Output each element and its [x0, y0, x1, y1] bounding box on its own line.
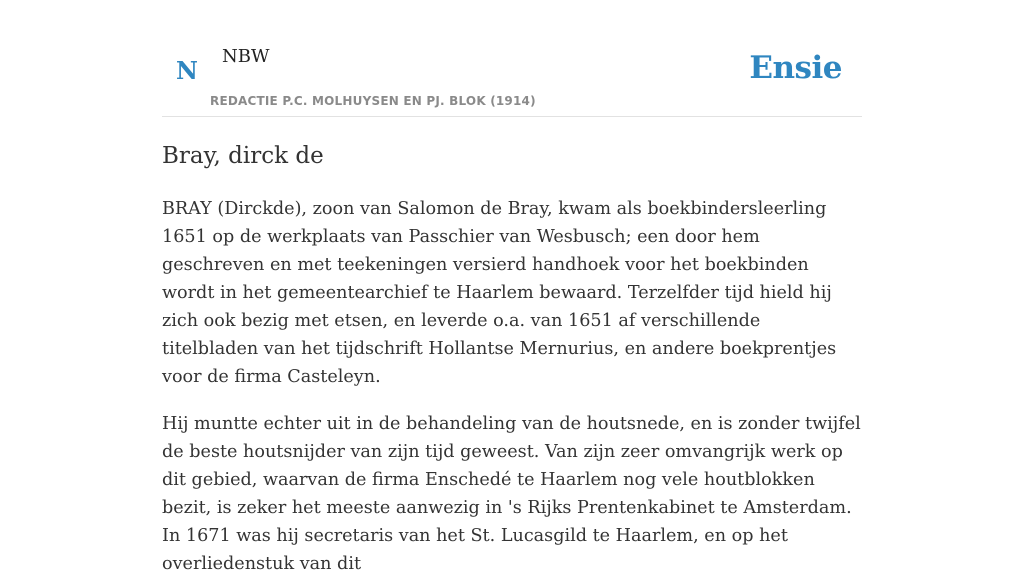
article-paragraph: Hij muntte echter uit in de behandeling van de houtsnede, en is zonder twijfel de beste houtsnijder van zijn tijd geweest. Van zijn zeer omvangrijk werk op dit gebied, waarvan de firma Enschedé te Haarlem nog vele houtblokken bezit, is zeker het meeste aanwezig in 's Rijks Prentenkabinet te Amsterdam. In 1671 was hij secretaris van het St. Lucasgild te Haarlem, en op het overliedenstuk van dit [162, 414, 861, 574]
source-editors: REDACTIE P.C. MOLHUYSEN EN PJ. BLOK (1914) [210, 94, 536, 108]
page [162, 0, 862, 578]
source-name[interactable]: NBW [222, 46, 270, 67]
article-title: Bray, dirck de [162, 143, 324, 169]
ensie-logo-link[interactable]: Ensie [749, 50, 842, 86]
article-paragraph: BRAY (Dirckde), zoon van Salomon de Bray, kwam als boekbindersleerling 1651 op de werkplaats van Passchier van Wesbusch; een door hem geschreven en met teekeningen versierd handhoek voor het boekbinden wordt in het gemeentearchief te Haarlem bewaard. Terzelfder tijd hield hij zich ook bezig met etsen, en leverde o.a. van 1651 af verschillende titelbladen van het tijdschrift Hollantse Mernurius, en andere boekprentjes voor de firma Casteleyn. [162, 199, 837, 387]
source-header [162, 0, 862, 117]
source-logo-icon: N [176, 56, 198, 85]
